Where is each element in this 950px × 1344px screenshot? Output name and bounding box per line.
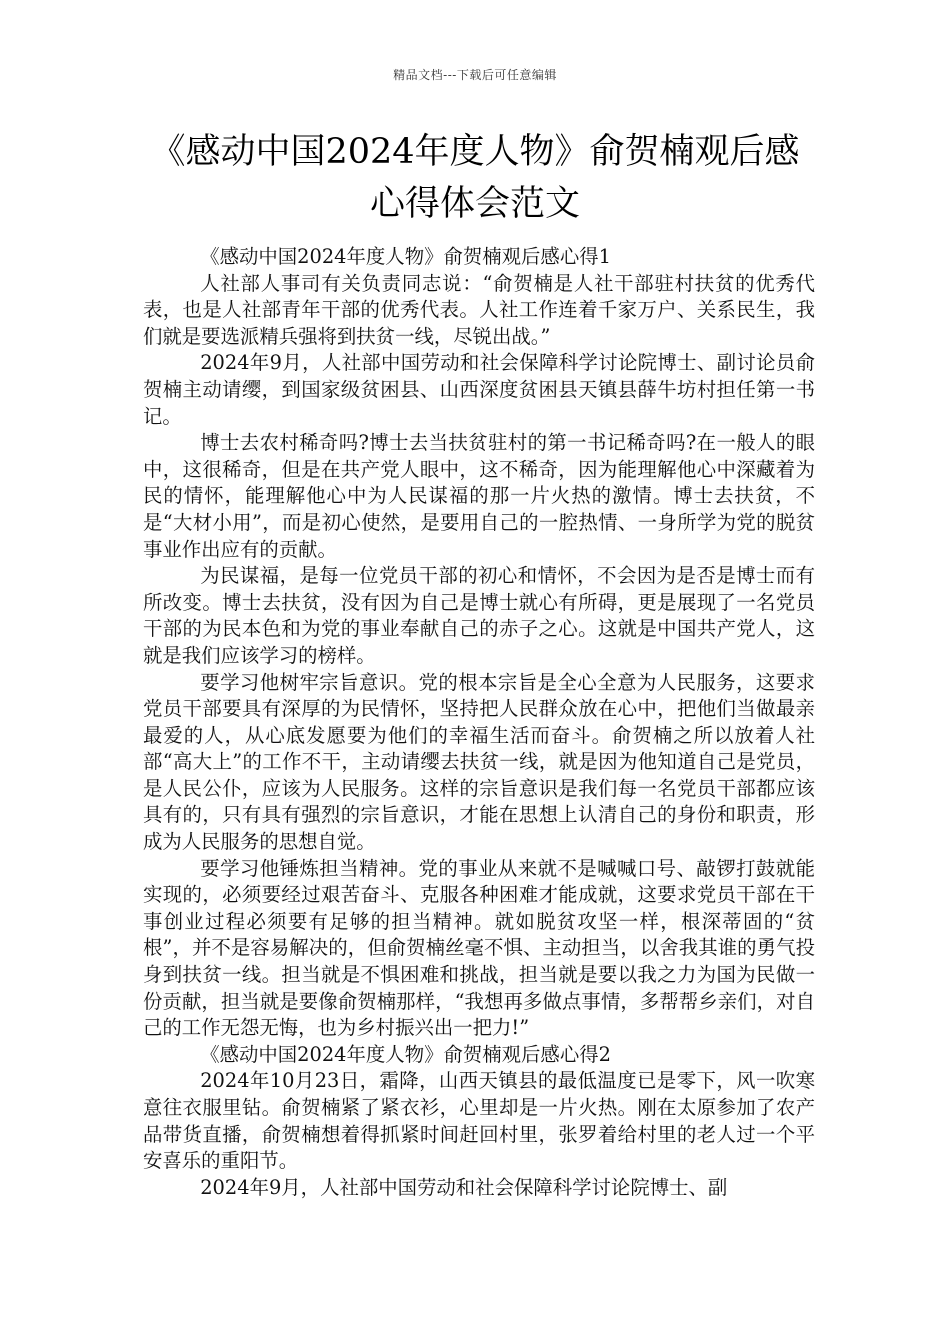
paragraph: 2024年9月，人社部中国劳动和社会保障科学讨论院博士、副 (200, 1175, 728, 1199)
section-heading-2: 《感动中国2024年度人物》俞贺楠观后感心得2 (200, 1042, 611, 1066)
document-title (120, 126, 830, 230)
paragraph: 2024年10月23日，霜降，山西天镇县的最低温度已是零下，风一吹寒意往衣服里钻。俞贺楠紧了紧衣衫，心里却是一片火热。刚在太原参加了农产品带货直播，俞贺楠想着得抓紧时间赶回村里，张罗着给村里的老人过一个平安喜乐的重阳节。 (143, 1069, 815, 1173)
paragraph: 人社部人事司有关负责同志说：“俞贺楠是人社干部驻村扶贫的优秀代表，也是人社部青年干部的优秀代表。人社工作连着千家万户、关系民生，我们就是要选派精兵强将到扶贫一线，尽锐出战。” (143, 271, 815, 348)
title-line-2: 心得体会范文 (369, 184, 580, 224)
paragraph: 博士去农村稀奇吗?博士去当扶贫驻村的第一书记稀奇吗?在一般人的眼中，这很稀奇，但是在共产党人眼中，这不稀奇，因为能理解他心中深藏着为民的情怀，能理解他心中为人民谋福的那一片火热的激情。博士去扶贫，不是“大材小用”，而是初心使然，是要用自己的一腔热情、一身所学为党的脱贫事业作出应有的贡献。 (143, 431, 815, 561)
paragraph: 要学习他树牢宗旨意识。党的根本宗旨是全心全意为人民服务，这要求党员干部要具有深厚的为民情怀，坚持把人民群众放在心中，把他们当做最亲最爱的人，从心底发愿要为他们的幸福生活而奋斗。俞贺楠之所以放着人社部“高大上”的工作不干，主动请缨去扶贫一线，就是因为他知道自己是党员，是人民公仆，应该为人民服务。这样的宗旨意识是我们每一名党员干部都应该具有的，只有具有强烈的宗旨意识，才能在思想上认清自己的身份和职责，形成为人民服务的思想自觉。 (143, 670, 815, 854)
paragraph: 2024年9月，人社部中国劳动和社会保障科学讨论院博士、副讨论员俞贺楠主动请缨，到国家级贫困县、山西深度贫困县天镇县薛牛坊村担任第一书记。 (143, 351, 815, 428)
section-heading-1: 《感动中国2024年度人物》俞贺楠观后感心得1 (200, 245, 611, 268)
page-header: 精品文档---下载后可任意编辑 (393, 68, 557, 82)
paragraph: 为民谋福，是每一位党员干部的初心和情怀，不会因为是否是博士而有所改变。博士去扶贫，没有因为自己是博士就心有所碍，更是展现了一名党员干部的为民本色和为党的事业奉献自己的赤子之心。这就是中国共产党人，这就是我们应该学习的榜样。 (143, 564, 815, 667)
title-line-1: 《感动中国2024年度人物》俞贺楠观后感 (150, 132, 800, 172)
paragraph: 要学习他锤炼担当精神。党的事业从来就不是喊喊口号、敲锣打鼓就能实现的，必须要经过艰苦奋斗、克服各种困难才能成就，这要求党员干部在干事创业过程必须要有足够的担当精神。就如脱贫攻坚一样，根深蒂固的“贫根”，并不是容易解决的，但俞贺楠丝毫不惧、主动担当，以舍我其谁的勇气投身到扶贫一线。担当就是不惧困难和挑战，担当就是要以我之力为国为民做一份贡献，担当就是要像俞贺楠那样，“我想再多做点事情，多帮帮乡亲们，对自己的工作无怨无悔，也为乡村振兴出一把力!” (143, 856, 815, 1040)
document-body (143, 244, 815, 1201)
